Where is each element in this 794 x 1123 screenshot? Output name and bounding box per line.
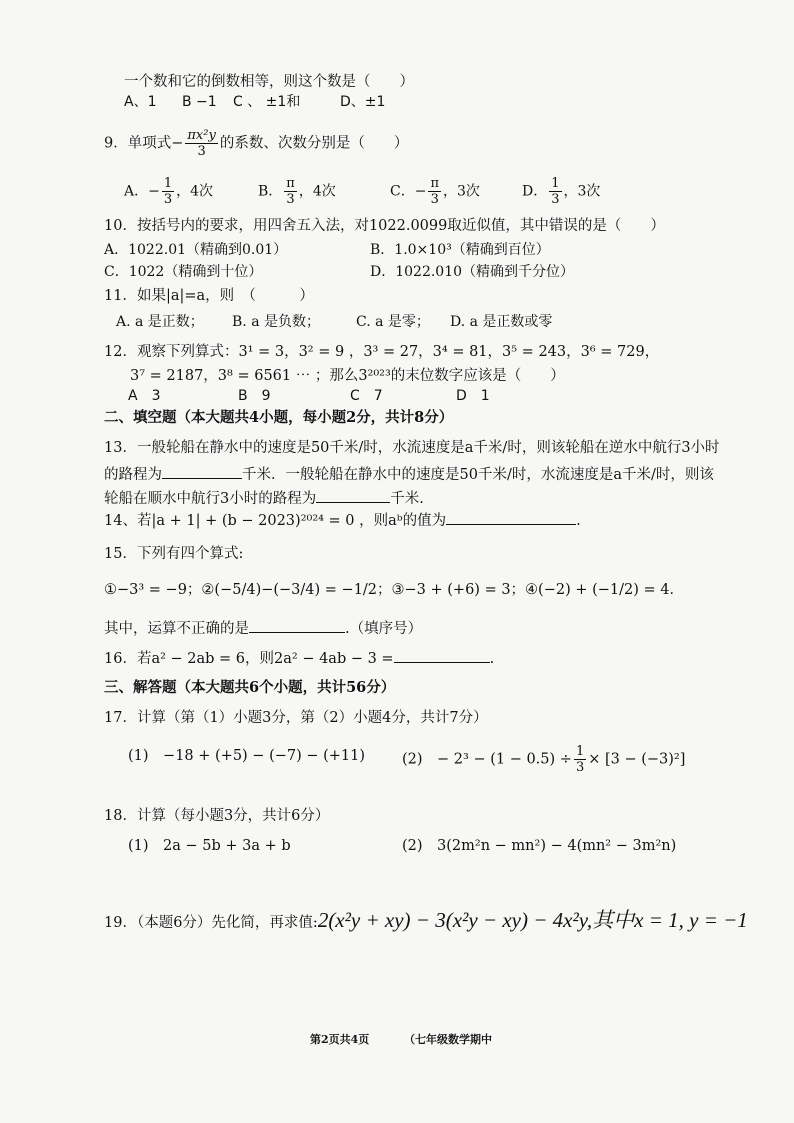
q15-stem: 15．下列有四个算式: (104, 546, 244, 562)
footer-page-number: 第2页共4页 (310, 1033, 370, 1046)
q9-prefix: 9．单项式 (104, 135, 172, 152)
q9-option-a: A．− $\frac{1}{3}$ ，4次 (124, 176, 214, 207)
q15-formula: ①−3³ = −9；②(−5/4)−(−3/4) = −1/2；③−3 + (+6) = 3；④(−2) + (−1/2) = 4． (104, 582, 684, 598)
q18-stem: 18．计算（每小题3分，共计6分） (104, 808, 330, 824)
q13-line3: 轮船在顺水中航行3小时的路程为 千米. (104, 488, 424, 509)
q9-option-c: C．− $\frac{\pi}{3}$ ，3次 (390, 176, 480, 207)
q15-blank[interactable] (249, 618, 345, 633)
q14-blank[interactable] (446, 510, 576, 525)
q11-option-a: A. a 是正数； (116, 314, 204, 330)
q13-line2: 的路程为 千米．一般轮船在静水中的速度是50千米/时，水流速度是a千米/时，则该 (104, 464, 714, 485)
q19-expression: 2(x²y + xy) − 3(x²y − xy) − 4x²y,其中x = 1, y = −1 (317, 908, 748, 932)
section-fill-in-heading: 二、填空题（本大题共4小题，每小题2分，共计8分） (104, 409, 454, 426)
q9-option-b: B． $\frac{\pi}{3}$ ，4次 (258, 176, 336, 207)
q17-part1: (1) −18 + (+5) − (−7) − (+11) (128, 748, 366, 764)
q12-option-c: C 7 (350, 388, 383, 404)
q19-line: 19．（本题6分）先化简，再求值:2(x²y + xy) − 3(x²y − xy) − 4x²y,其中x = 1, y = −1 (104, 908, 748, 932)
q8-option-b: B −1 (182, 94, 217, 110)
q12-option-b: B 9 (238, 388, 271, 404)
q11-option-b: B. a 是负数； (232, 314, 320, 330)
q9-option-d: D． $\frac{1}{3}$ ，3次 (522, 176, 601, 207)
q10-option-d: D．1022.010（精确到千分位） (370, 264, 575, 280)
q9-stem: 9．单项式− $\frac{\text{πx²y}}{3}$ 的系数、次数分别是（ ） (104, 128, 409, 159)
q15-tail: 其中，运算不正确的是 .（填序号） (104, 618, 422, 639)
q8-option-c: C 、 ±1和 (233, 94, 301, 110)
q8-option-d: D、±1 (340, 94, 386, 110)
q16-blank[interactable] (394, 648, 490, 663)
q18-part1: (1) 2a − 5b + 3a + b (128, 838, 291, 854)
q17-part2: (2) − 2³ − (1 − 0.5) ÷ $\frac{1}{3}$ × [3 − (−3)²] (402, 744, 686, 775)
q13-blank-1[interactable] (162, 464, 242, 479)
q13-blank-2[interactable] (316, 488, 390, 503)
q16-line: 16．若a² − 2ab = 6，则2a² − 4ab − 3 = . (104, 648, 494, 669)
q11-stem: 11．如果|a|=a，则 （ ） (104, 288, 314, 304)
q12-line2: 3⁷ = 2187，3⁸ = 6561 ⋯ ；那么3²⁰²³的末位数字应该是（ ） (130, 368, 565, 384)
q11-option-c: C. a 是零； (356, 314, 430, 330)
q12-line1: 12．观察下列算式：3¹ = 3，3² = 9 ，3³ = 27，3⁴ = 81，3⁵ = 243，3⁶ = 729， (104, 344, 660, 360)
q8-stem: 一个数和它的倒数相等，则这个数是（ ） (124, 74, 414, 90)
q13-line1: 13．一般轮船在静水中的速度是50千米/时，水流速度是a千米/时，则该轮船在逆水中航行3小时 (104, 440, 720, 456)
q14-line: 14、若|a + 1| + (b − 2023)²⁰²⁴ = 0 ，则aᵇ的值为 . (104, 510, 581, 531)
q12-option-d: D 1 (456, 388, 490, 404)
q9-suffix: 的系数、次数分别是（ ） (219, 135, 409, 152)
q10-option-a: A．1022.01（精确到0.01） (104, 242, 288, 258)
section-solve-heading: 三、解答题（本大题共6个小题，共计56分） (104, 679, 396, 696)
footer-subject: （七年级数学期中 (404, 1033, 492, 1046)
q10-stem: 10．按括号内的要求，用四舍五入法，对1022.0099取近似值，其中错误的是（ ） (104, 218, 665, 234)
q18-part2: (2) 3(2m²n − mn²) − 4(mn² − 3m²n) (402, 838, 677, 854)
q10-option-b: B．1.0×10³（精确到百位） (370, 242, 550, 258)
q8-option-a: A、1 (124, 94, 157, 110)
q10-option-c: C．1022（精确到十位） (104, 264, 263, 280)
q17-stem: 17．计算（第（1）小题3分，第（2）小题4分，共计7分） (104, 710, 488, 726)
q11-option-d: D. a 是正数或零 (450, 314, 553, 330)
q9-fraction: $\frac{\text{πx²y}}{3}$ (187, 128, 216, 159)
q12-option-a: A 3 (128, 388, 161, 404)
